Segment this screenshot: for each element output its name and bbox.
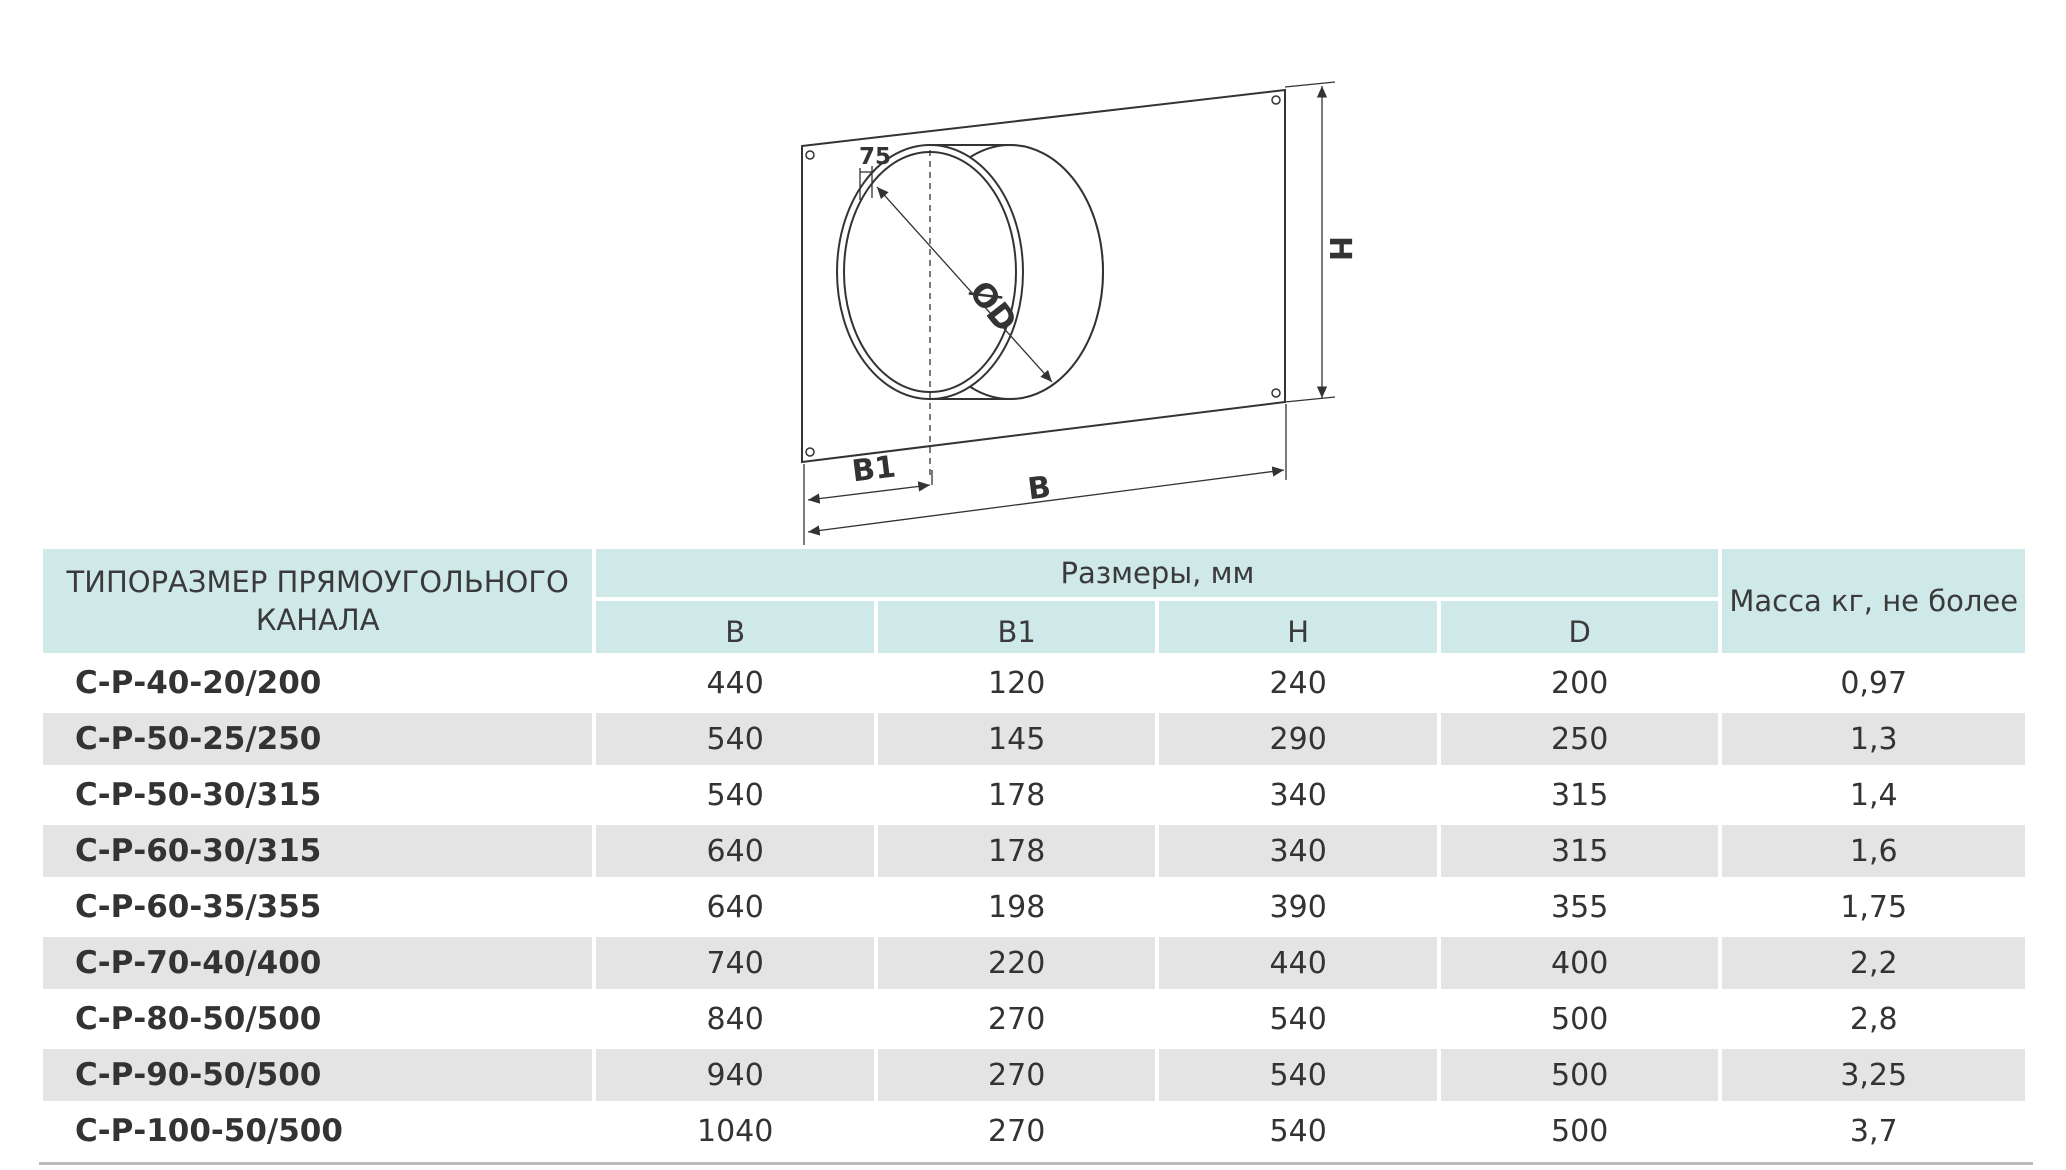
value-mass: 1,3: [1722, 713, 2025, 765]
model-name: С-Р-100-50/500: [75, 1113, 343, 1149]
model-name: С-Р-50-25/250: [43, 713, 592, 765]
round-spigot: [837, 145, 1103, 399]
column-header-b: B: [596, 601, 874, 653]
model-column-header: ТИПОРАЗМЕР ПРЯМОУГОЛЬНОГО КАНАЛА: [43, 549, 592, 653]
model-name: С-Р-50-30/315: [75, 777, 322, 813]
value-b: 440: [706, 665, 764, 701]
value-b1: 145: [878, 713, 1156, 765]
value-h: 340: [1269, 777, 1327, 813]
table-row: [43, 657, 2025, 709]
model-name: С-Р-60-30/315: [43, 825, 592, 877]
table-row: [43, 1105, 2025, 1157]
value-b: 740: [596, 937, 874, 989]
value-b1: 270: [988, 1113, 1046, 1149]
value-b: 540: [706, 777, 764, 813]
value-b: 640: [596, 825, 874, 877]
value-mass: 2,2: [1722, 937, 2025, 989]
model-name: С-Р-90-50/500: [43, 1049, 592, 1101]
value-mass: 3,25: [1722, 1049, 2025, 1101]
flange-width-label: 75: [859, 144, 892, 170]
height-label: H: [1322, 236, 1357, 262]
value-b1: 120: [988, 665, 1046, 701]
table-row: [43, 825, 2025, 877]
value-d: 355: [1551, 889, 1609, 925]
table-row: [43, 769, 2025, 821]
column-header-b1: B1: [878, 601, 1156, 653]
mass-column-header: Масса кг, не более: [1722, 549, 2025, 653]
value-b1: 178: [878, 825, 1156, 877]
value-d: 500: [1441, 1049, 1719, 1101]
value-h: 340: [1159, 825, 1437, 877]
value-d: 500: [1551, 1113, 1609, 1149]
value-b: 1040: [696, 1113, 774, 1149]
adapter-diagram: [760, 60, 1380, 560]
value-b1: 178: [988, 777, 1046, 813]
value-b: 540: [596, 713, 874, 765]
table-row: [43, 881, 2025, 933]
value-b1: 270: [878, 1049, 1156, 1101]
value-d: 400: [1441, 937, 1719, 989]
offset-label: B1: [850, 449, 898, 490]
table-row: [43, 1049, 2025, 1101]
value-h: 540: [1159, 1049, 1437, 1101]
table-row: [43, 937, 2025, 989]
value-h: 540: [1269, 1113, 1327, 1149]
width-label: B: [1025, 469, 1053, 508]
value-mass: 2,8: [1849, 1001, 1898, 1037]
value-d: 315: [1551, 777, 1609, 813]
value-h: 440: [1159, 937, 1437, 989]
model-name: С-Р-60-35/355: [75, 889, 322, 925]
value-b: 640: [706, 889, 764, 925]
model-name: С-Р-80-50/500: [75, 1001, 322, 1037]
value-h: 290: [1159, 713, 1437, 765]
value-h: 390: [1269, 889, 1327, 925]
table-row: [43, 713, 2025, 765]
value-d: 500: [1551, 1001, 1609, 1037]
value-d: 315: [1441, 825, 1719, 877]
table-row: [43, 993, 2025, 1045]
value-mass: 1,6: [1722, 825, 2025, 877]
model-name: С-Р-40-20/200: [75, 665, 322, 701]
value-b: 840: [706, 1001, 764, 1037]
column-header-h: H: [1159, 601, 1437, 653]
value-mass: 1,75: [1840, 889, 1908, 925]
value-b1: 270: [988, 1001, 1046, 1037]
diameter-label: ØD: [961, 273, 1025, 340]
value-b: 940: [596, 1049, 874, 1101]
value-h: 240: [1269, 665, 1327, 701]
value-mass: 1,4: [1849, 777, 1898, 813]
value-d: 200: [1551, 665, 1609, 701]
value-b1: 198: [988, 889, 1046, 925]
value-h: 540: [1269, 1001, 1327, 1037]
column-header-d: D: [1441, 601, 1719, 653]
dimensions-table: [39, 545, 2029, 1161]
value-b1: 220: [878, 937, 1156, 989]
value-d: 250: [1441, 713, 1719, 765]
value-mass: 3,7: [1849, 1113, 1898, 1149]
value-mass: 0,97: [1840, 665, 1908, 701]
model-name: С-Р-70-40/400: [43, 937, 592, 989]
dimensions-group-header: Размеры, мм: [596, 549, 1718, 597]
table-bottom-rule: [39, 1162, 2033, 1165]
